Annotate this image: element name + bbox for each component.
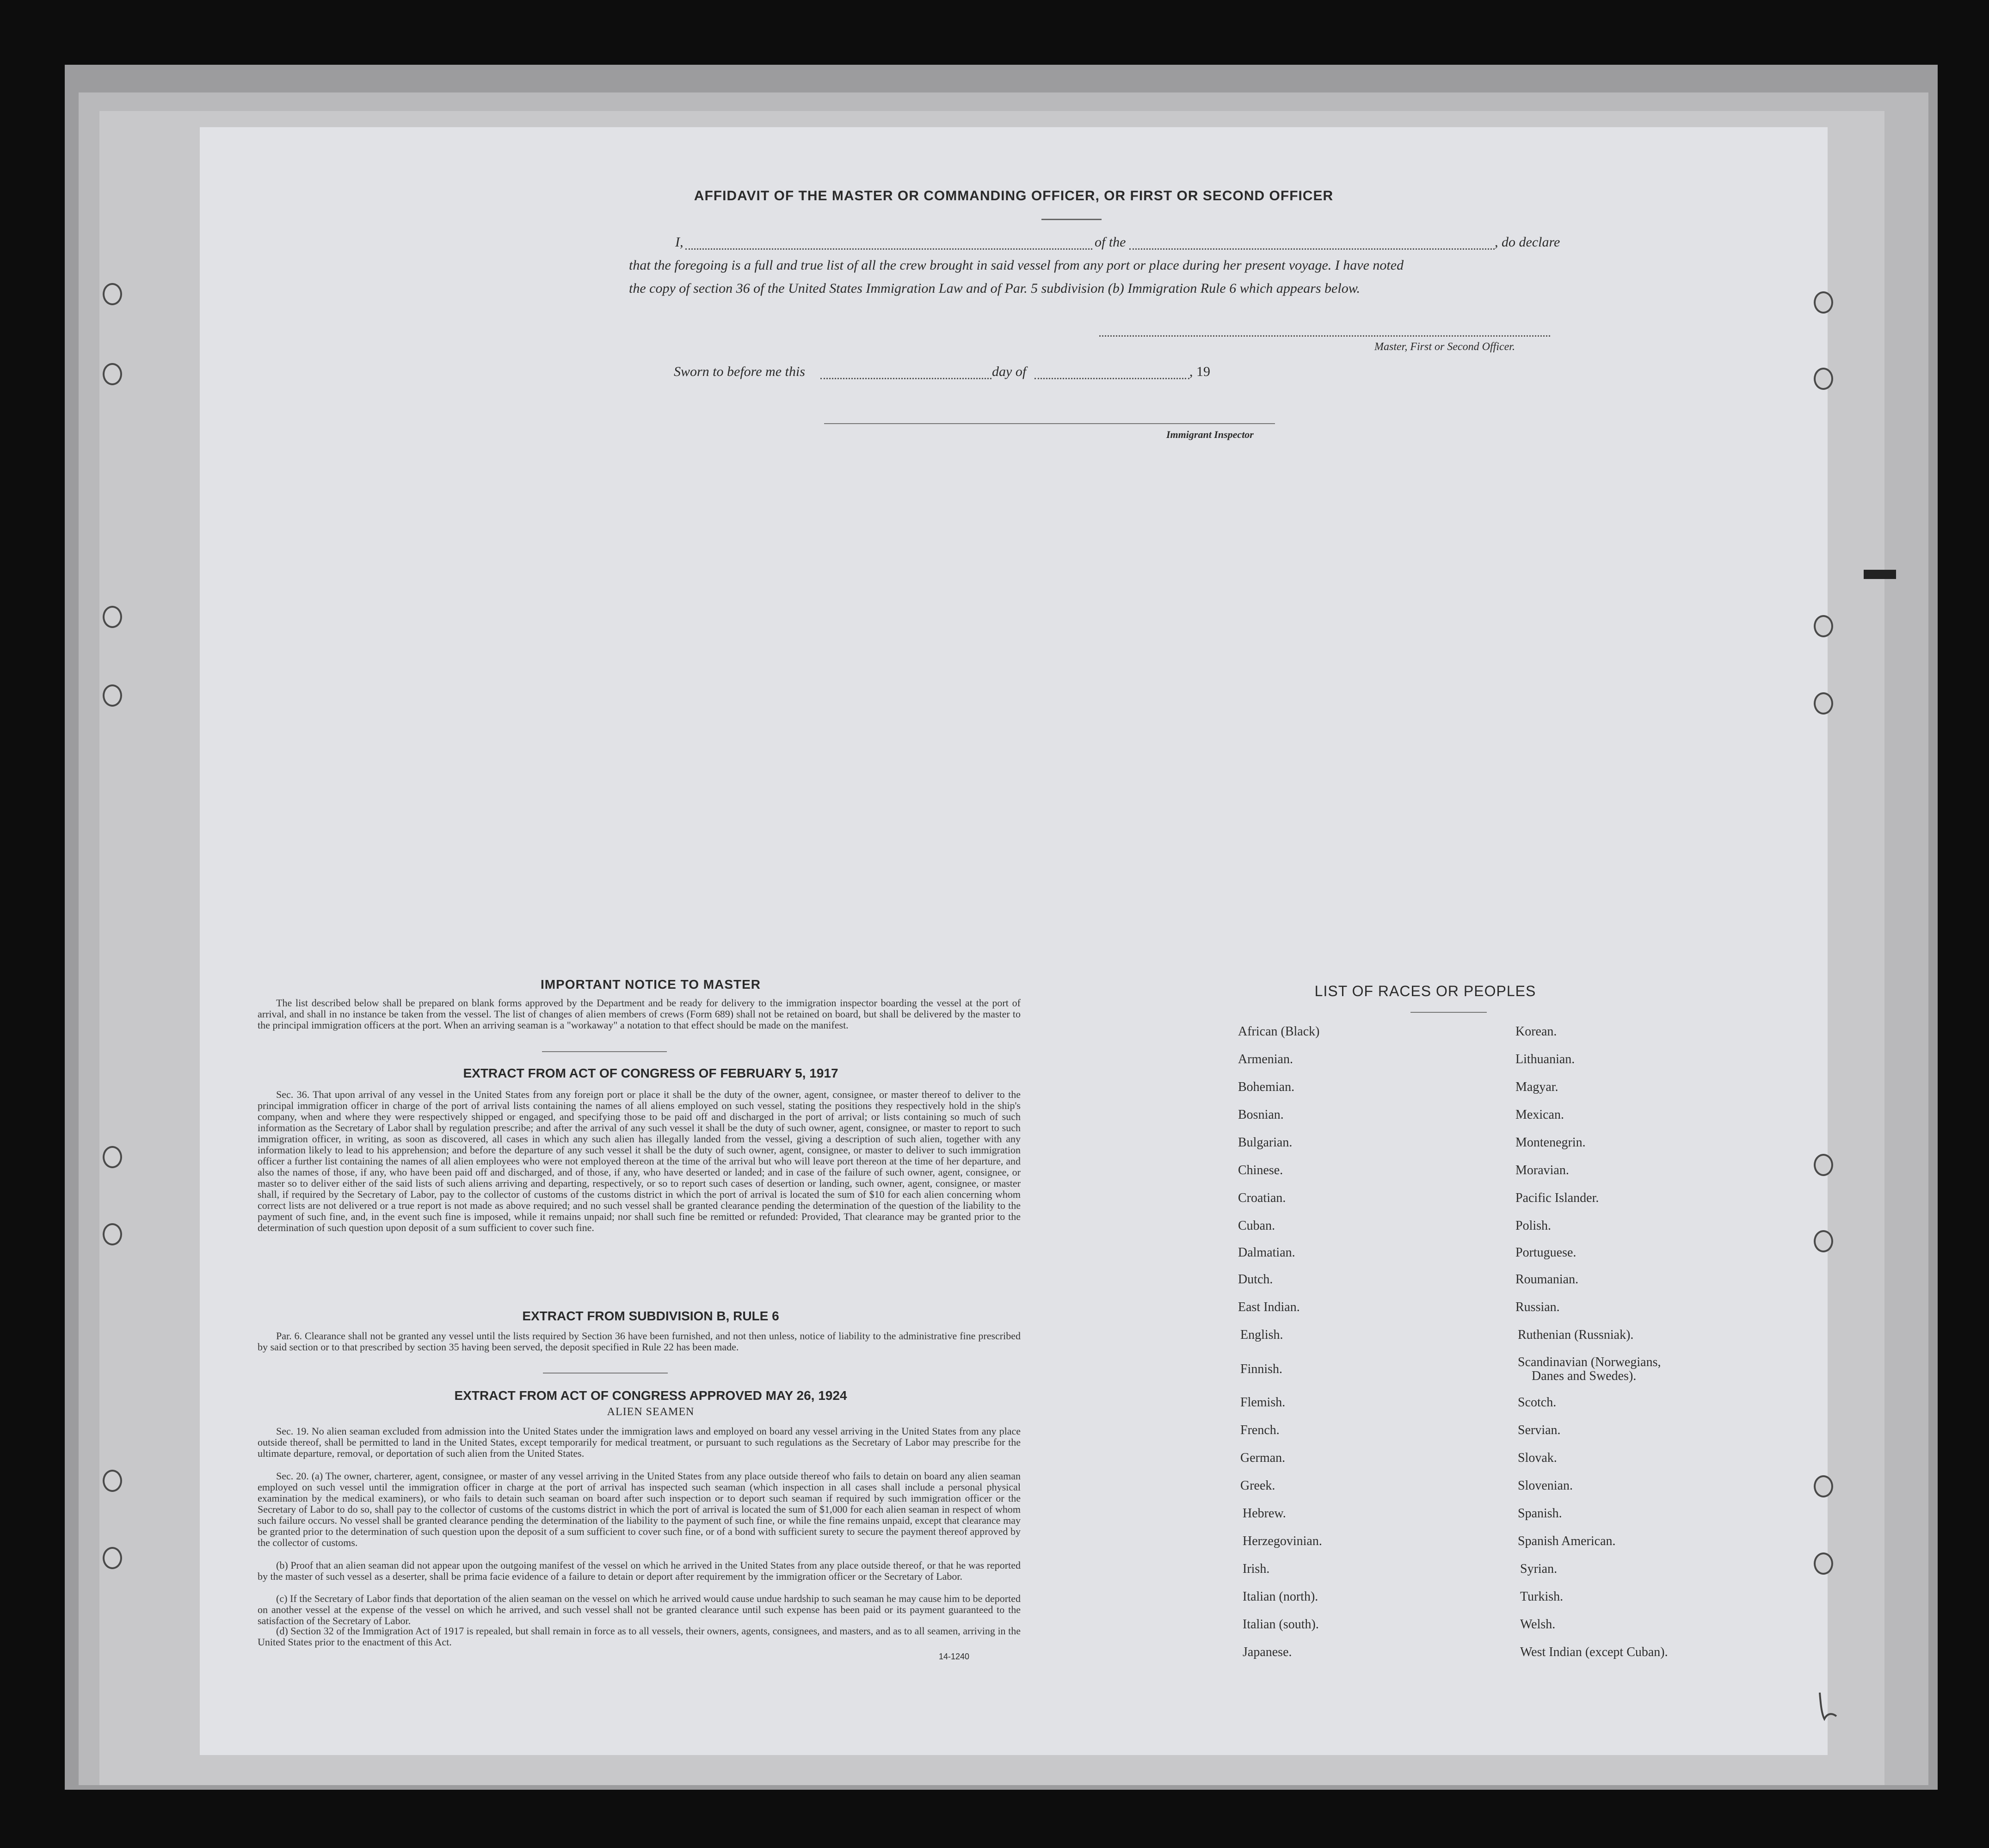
race-item: Japanese. [1243,1645,1292,1659]
sworn-month-line[interactable] [1035,378,1189,379]
divider [542,1051,667,1052]
race-item: German. [1240,1451,1286,1465]
sec-20b-text: (b) Proof that an alien seaman did not appear upon the outgoing manifest of the vessel on which he arrived in the United States from any place outside thereof, or that he was reported by the master of such vessel as a deserter, shall be prima facie evidence of a failure to detain or deport after requirement by the immigration officer or the Secretary of Labor. [258,1559,1021,1582]
race-item: Chinese. [1238,1163,1283,1177]
form-page [200,127,1828,1755]
race-item: Korean. [1515,1024,1557,1039]
affidavit-line-2: that the foregoing is a full and true list of all the crew brought in said vessel from any port or place during her present voyage. I have noted [629,258,1404,273]
race-item: East Indian. [1238,1300,1300,1314]
sec-19-text: Sec. 19. No alien seaman excluded from admission into the United States under the immigration laws and employed on board any vessel arriving in the United States from any place outside thereof, shall be permitted to land in the United States, except temporarily for medical treatment, or pursuant to such regulations as the Secretary of Labor may prescribe for the ultimate departure, removal, or deportation of such alien from the United States. [258,1425,1021,1459]
extract-1924-title: EXTRACT FROM ACT OF CONGRESS APPROVED MAY 26, 1924 [454,1388,847,1403]
race-item: Portuguese. [1515,1245,1576,1260]
extract-1917-text: Sec. 36. That upon arrival of any vessel in the United States from any foreign port or place it shall be the duty of the owner, agent, consignee, or master thereof to deliver to the principal immigration officer in charge of the port of arrival lists containing the names of all aliens employed on such vessel, stating the positions they respectively hold in the ship's company, when and where they were respectively shipped or engaged, and specifying those to be paid off and discharged in the port of arrival; or lists containing so much of such information as the Secretary of Labor shall by regulation prescribe; and after the arrival of any such vessel it shall be the duty of such owner, agent, consignee, or master to report to such immigration officer, in writing, as soon as discovered, all cases in which any such alien has illegally landed from the vessel, giving a description of such alien, together with any information likely to lead to his apprehension; and before the departure of any such vessel it shall be the duty of such owner, agent, consignee, or master to deliver to such immigration officer a further list containing the names of all alien employees who were not employed thereon at the time of the arrival but who will leave port thereon at the time of her departure, and also the names of those, if any, who have been paid off and discharged, and of those, if any, who have deserted or landed; and in case of the failure of such owner, agent, consignee, or master so to deliver either of the said lists of such aliens arriving and departing, respectively, or so to report such cases of desertion or landing, such owner, agent, consignee, or master shall, if required by the Secretary of Labor, pay to the collector of customs of the customs district in which the port of arrival is located the sum of $10 for each alien concerning whom correct lists are not delivered or a true report is not made as above required; and no such vessel shall be granted clearance pending the determination of the question of the liability to the payment of such fine, and, in the event such fine is imposed, while it remains unpaid; nor shall such fine be remitted or refunded: Provided, That clearance may be granted prior to the determination of such question upon deposit of a sum sufficient to cover such fine. [258,1089,1021,1233]
race-item: Scotch. [1518,1395,1557,1410]
extract-1924-subtitle: ALIEN SEAMEN [607,1406,695,1418]
sec-20d-text: (d) Section 32 of the Immigration Act of 1917 is repealed, but shall remain in force as to all vessels, their owners, agents, consignees, and masters, and as to all seamen, arriving in the United States prior to the enactment of this Act. [258,1625,1021,1648]
race-item: English. [1240,1328,1283,1342]
binding-hole [103,1146,122,1168]
race-item: Pacific Islander. [1515,1191,1599,1205]
race-item: Spanish American. [1518,1534,1616,1548]
race-item: Dalmatian. [1238,1245,1295,1260]
form-number: 14-1240 [939,1652,970,1661]
race-item: West Indian (except Cuban). [1520,1645,1668,1659]
race-item: Bosnian. [1238,1108,1284,1122]
race-item: Italian (north). [1243,1589,1318,1604]
race-item: Lithuanian. [1515,1052,1575,1066]
notice-text: The list described below shall be prepared on blank forms approved by the Department and be ready for delivery to the immigration inspector boarding the vessel at the port of arrival, and shall in no instance be taken from the vessel. The list of changes of alien members of crews (Form 689) shall not be retained on board, but shall be delivered by the master to the principal immigration officers at the port. When an arriving seaman is a "workaway" a notation to that effect should be made on the manifest. [258,997,1021,1031]
race-item: Slovak. [1518,1451,1557,1465]
race-item: Polish. [1515,1219,1552,1233]
divider [543,1373,668,1374]
race-item: Finnish. [1240,1362,1283,1376]
binding-hole [1814,368,1833,390]
inspector-label: Immigrant Inspector [1166,429,1254,440]
binding-hole [1814,1552,1833,1575]
handwritten-mark [1816,1690,1844,1723]
race-item: Russian. [1515,1300,1560,1314]
day-of-label: day of [992,364,1027,379]
sworn-label: Sworn to before me this [674,364,805,379]
affidavit-of-label: of the [1095,234,1126,250]
affidavit-line-3: the copy of section 36 of the United States Immigration Law and of Par. 5 subdivision (b) Immigration Rule 6 which appears below. [629,281,1360,296]
race-item: Bohemian. [1238,1080,1295,1094]
rule-6-text: Par. 6. Clearance shall not be granted any vessel until the lists required by Section 36 have been furnished, and not then unless, notice of liability to the administrative fine prescribed by said section or to that prescribed by section 35 having been served, the deposit specified in Rule 22 has been made. [258,1330,1021,1353]
race-item: Cuban. [1238,1219,1275,1233]
binding-hole [1814,1230,1833,1252]
title-underline [1041,219,1102,220]
affidavit-title: AFFIDAVIT OF THE MASTER OR COMMANDING OFFICER, OR FIRST OR SECOND OFFICER [694,188,1334,203]
race-item: Armenian. [1238,1052,1293,1066]
binding-hole [1814,615,1833,637]
binding-hole [103,363,122,385]
race-item: Spanish. [1518,1506,1562,1521]
race-item: Irish. [1243,1562,1270,1576]
vessel-name-line[interactable] [1129,248,1495,250]
race-item: Moravian. [1515,1163,1569,1177]
race-item: Turkish. [1520,1589,1564,1604]
binding-hole [1814,692,1833,715]
race-item: Ruthenian (Russniak). [1518,1328,1634,1342]
inspector-signature-line[interactable] [824,423,1275,424]
binding-hole [103,606,122,628]
race-item: Danes and Swedes). [1532,1369,1637,1383]
race-item: Montenegrin. [1515,1135,1586,1150]
binding-hole [1814,1154,1833,1176]
race-item: Dutch. [1238,1272,1273,1287]
sworn-day-line[interactable] [820,378,991,379]
race-item: Slovenian. [1518,1478,1573,1493]
race-item: Hebrew. [1243,1506,1286,1521]
binding-hole [103,1223,122,1245]
year-label: , 19 [1189,364,1210,379]
binding-hole [103,1470,122,1492]
sec-20c-text: (c) If the Secretary of Labor finds that deportation of the alien seaman on the vessel on which he arrived would cause undue hardship to such seaman he may cause him to be deported on another vessel at the expense of the vessel on which he arrived, and such vessel shall not be granted clearance until such expense has been paid or its payment guaranteed to the satisfaction of the Secretary of Labor. [258,1593,1021,1626]
affidavit-declare-label: , do declare [1495,234,1560,250]
binding-hole [1814,291,1833,314]
race-item: Italian (south). [1243,1617,1319,1632]
notice-title: IMPORTANT NOTICE TO MASTER [540,977,761,992]
extract-1917-title: EXTRACT FROM ACT OF CONGRESS OF FEBRUARY 5, 1917 [463,1066,838,1080]
race-item: Mexican. [1515,1108,1564,1122]
edge-mark [1864,570,1896,579]
master-signature-label: Master, First or Second Officer. [1374,341,1515,353]
race-item: African (Black) [1238,1024,1320,1039]
race-item: Bulgarian. [1238,1135,1293,1150]
race-item: Magyar. [1515,1080,1558,1094]
binding-hole [103,1547,122,1569]
sec-20a-text: Sec. 20. (a) The owner, charterer, agent, consignee, or master of any vessel arriving in the United States from any place outside thereof who fails to detain on board any alien seaman employed on such vessel until the immigration officer in charge at the port of arrival has inspected such seaman (which inspection in all cases shall include a personal physical examination by the medical examiners), or who fails to detain such seaman on board after such inspection or to deport such seaman if required by such immigration officer or the Secretary of Labor to do so, shall pay to the collector of customs of the customs district in which the port of arrival is located the sum of $1,000 for each alien seaman in respect of whom such failure occurs. No vessel shall be granted clearance pending the determination of the liability to the payment of such fine, or while the fine remains unpaid, except that clearance may be granted prior to the determination of such question upon the deposit of a sum sufficient to cover such fine, or of a bond with sufficient surety to secure the payment thereof approved by the collector of customs. [258,1470,1021,1548]
race-item: Flemish. [1240,1395,1286,1410]
divider [1410,1012,1487,1013]
race-item: Syrian. [1520,1562,1558,1576]
affidavit-i-label: I, [675,234,684,250]
master-signature-line[interactable] [1099,335,1550,337]
deponent-name-line[interactable] [685,248,1092,250]
race-item: Herzegovinian. [1243,1534,1322,1548]
binding-hole [1814,1475,1833,1497]
race-item: Greek. [1240,1478,1275,1493]
race-item: French. [1240,1423,1280,1437]
race-item: Scandinavian (Norwegians, [1518,1355,1661,1369]
race-item: Servian. [1518,1423,1561,1437]
race-item: Roumanian. [1515,1272,1579,1287]
race-item: Croatian. [1238,1191,1286,1205]
rule-6-title: EXTRACT FROM SUBDIVISION B, RULE 6 [522,1309,779,1323]
races-title: LIST OF RACES OR PEOPLES [1314,983,1536,999]
binding-hole [103,684,122,707]
binding-hole [103,283,122,305]
race-item: Welsh. [1520,1617,1556,1632]
